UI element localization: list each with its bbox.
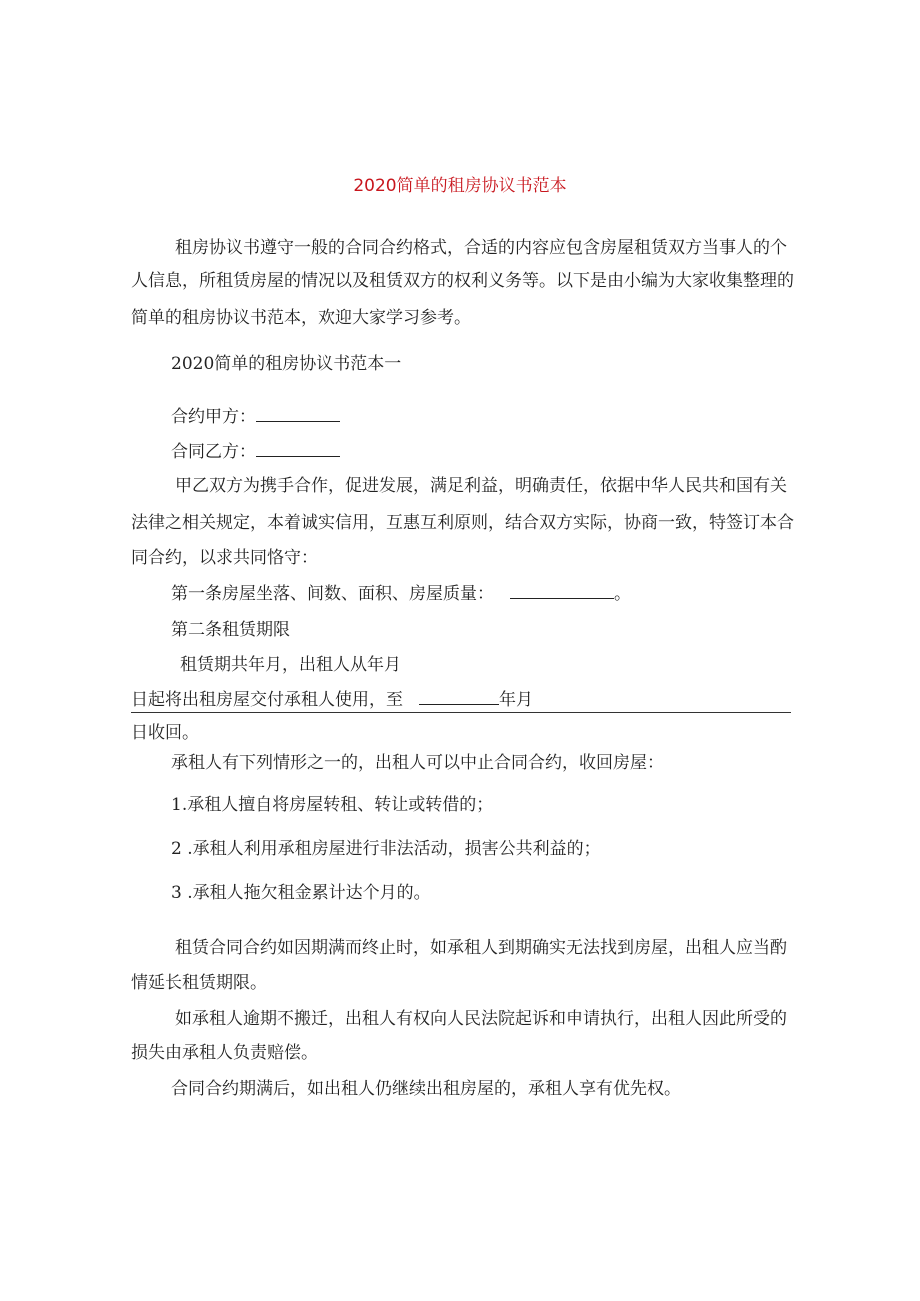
section-subtitle: 2020简单的租房协议书范本一 bbox=[171, 354, 402, 374]
term-end-blank[interactable] bbox=[419, 688, 499, 705]
overdue-line-2: 损失由承租人负责赔偿。 bbox=[131, 1043, 318, 1063]
term-line-2-start: 日起将出租房屋交付承租人使用，至 bbox=[131, 690, 403, 710]
preamble-line-3: 同合约，以求共同恪守： bbox=[131, 548, 318, 568]
intro-line-2: 人信息，所租赁房屋的情况以及租赁双方的权利义务等。以下是由小编为大家收集整理的 bbox=[131, 271, 794, 291]
article-1-text: 第一条房屋坐落、间数、面积、房屋质量： bbox=[171, 584, 494, 604]
party-b-label: 合同乙方： bbox=[171, 442, 256, 462]
term-line-1: 租赁期共年月，出租人从年月 bbox=[180, 655, 401, 675]
horizontal-rule bbox=[131, 712, 791, 713]
term-line-2-end: 年月 bbox=[499, 690, 533, 710]
party-a-field bbox=[171, 405, 340, 428]
preamble-line-1: 甲乙双方为携手合作，促进发展，满足利益，明确责任，依据中华人民共和国有关 bbox=[175, 476, 787, 496]
party-b-blank[interactable] bbox=[256, 440, 340, 457]
expire-line-1: 租赁合同合约如因期满而终止时，如承租人到期确实无法找到房屋，出租人应当酌 bbox=[175, 938, 787, 958]
document-title: 2020简单的租房协议书范本 bbox=[353, 176, 567, 196]
list-item-3: 3 .承租人拖欠租金累计达个月的。 bbox=[171, 883, 431, 903]
party-b-field bbox=[171, 440, 340, 463]
expire-line-2: 情延长租赁期限。 bbox=[131, 973, 267, 993]
list-item-2: 2 .承租人利用承租房屋进行非法活动，损害公共利益的； bbox=[171, 839, 601, 859]
intro-line-3: 简单的租房协议书范本，欢迎大家学习参考。 bbox=[131, 308, 471, 328]
party-a-label: 合约甲方： bbox=[171, 407, 256, 427]
term-line-2 bbox=[131, 688, 533, 711]
party-a-blank[interactable] bbox=[256, 405, 340, 422]
terminate-intro: 承租人有下列情形之一的，出租人可以中止合同合约，收回房屋： bbox=[171, 753, 664, 773]
article-1-end: 。 bbox=[614, 584, 631, 604]
priority-paragraph: 合同合约期满后，如出租人仍继续出租房屋的，承租人享有优先权。 bbox=[171, 1079, 681, 1099]
preamble-line-2: 法律之相关规定，本着诚实信用，互惠互利原则，结合双方实际，协商一致，特签订本合 bbox=[131, 513, 794, 533]
article-1-blank[interactable] bbox=[510, 582, 614, 599]
term-line-3: 日收回。 bbox=[131, 723, 199, 743]
list-item-1: 1.承租人擅自将房屋转租、转让或转借的； bbox=[171, 795, 494, 815]
article-1 bbox=[171, 582, 631, 605]
article-2-heading: 第二条租赁期限 bbox=[171, 620, 290, 640]
intro-line-1: 租房协议书遵守一般的合同合约格式，合适的内容应包含房屋租赁双方当事人的个 bbox=[175, 238, 787, 258]
overdue-line-1: 如承租人逾期不搬迁，出租人有权向人民法院起诉和申请执行，出租人因此所受的 bbox=[175, 1009, 787, 1029]
